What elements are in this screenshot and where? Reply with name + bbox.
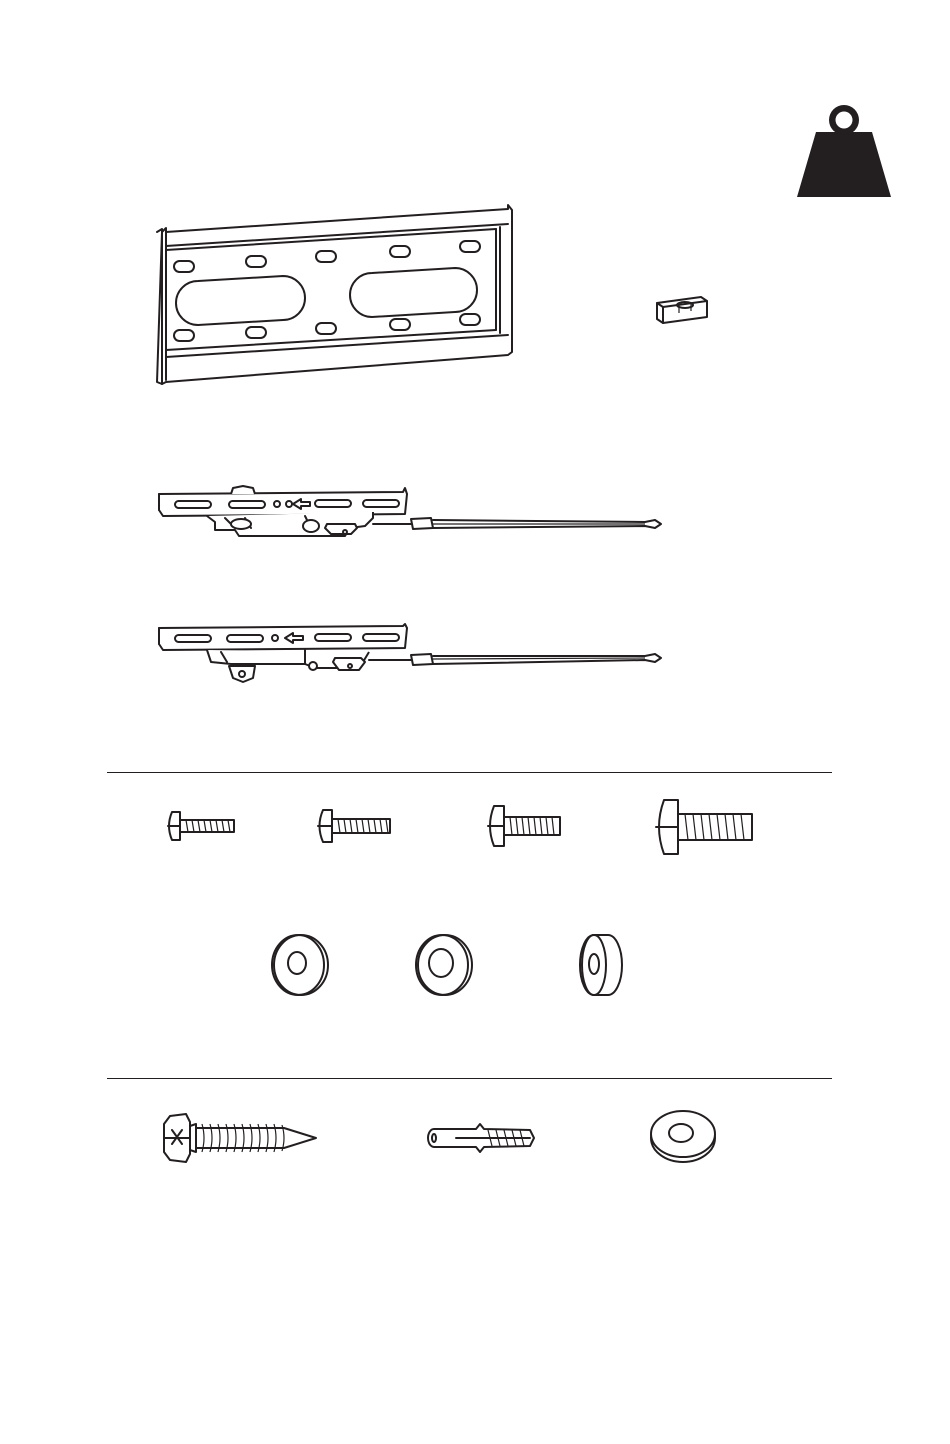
spacer [580, 932, 624, 998]
wall-plate [150, 202, 520, 390]
washer-1 [270, 932, 330, 998]
lag-bolt [162, 1112, 322, 1164]
wall-anchor [426, 1116, 538, 1160]
machine-screw-1 [164, 808, 236, 844]
upper-arm-bracket [155, 484, 665, 546]
section-divider [107, 1078, 832, 1079]
weight-icon [796, 100, 892, 200]
lower-arm-bracket [155, 622, 665, 686]
machine-screw-3 [484, 802, 562, 850]
bubble-level [655, 293, 709, 327]
washer-2 [414, 932, 474, 998]
machine-screw-4 [652, 796, 756, 858]
flat-washer [648, 1108, 718, 1164]
section-divider [107, 772, 832, 773]
machine-screw-2 [314, 806, 392, 846]
